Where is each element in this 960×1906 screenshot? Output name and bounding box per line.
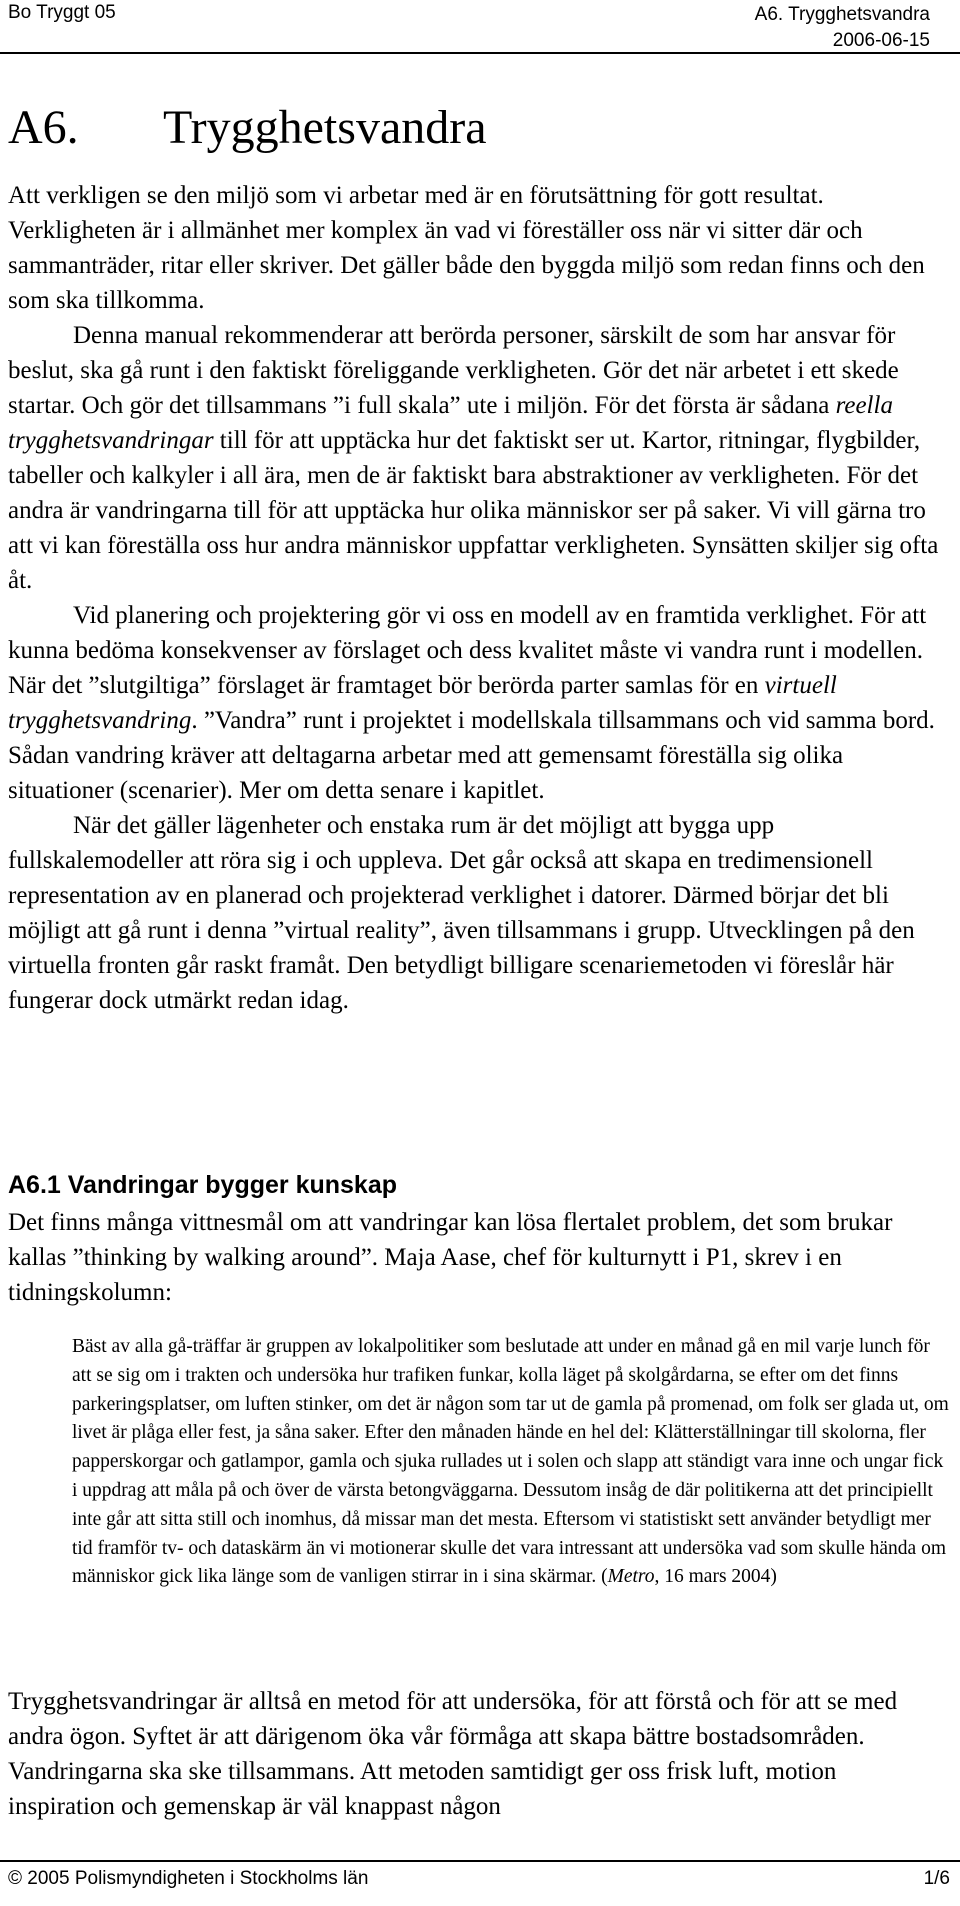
section-heading: A6.1 Vandringar bygger kunskap [8, 1171, 398, 1199]
running-header-date: 2006-06-15 [832, 30, 930, 51]
intro-paragraph-2-emphasis: reella trygghetsvandringar [8, 392, 893, 454]
intro-paragraph-3-text-b: . ”Vandra” runt i projektet i modellskala tillsammans och vid samma bord. Sådan vandring kräver att deltagarna arbetar med att gemensamt föreställa sig olika situationer (scenarier). Mer om detta senare i kapitlet. [8, 707, 935, 804]
section-paragraph-2: Trygghetsvandringar är alltså en metod för att undersöka, för att förstå och för att se med andra ögon. Syftet är att därigenom öka vår förmåga att skapa bättre bostadsområden. Vandringarna ska ske tillsammans. Att metoden samtidigt ger oss frisk luft, motion inspiration och gemenskap är väl knappast någon [8, 1688, 898, 1820]
block-quote-source: Metro [607, 1566, 655, 1588]
intro-paragraph-1: Att verkligen se den miljö som vi arbetar med är en förutsättning för gott resultat. Verkligheten är i allmänhet mer komplex än vad vi föreställer oss när vi sitter där och sammanträder, ritar eller skriver. Det gäller både den byggda miljö som redan finns och den som ska tillkomma. [8, 182, 925, 314]
block-quote [72, 1333, 952, 1592]
footer-copyright: © 2005 Polismyndigheten i Stockholms län [8, 1868, 369, 1889]
header-rule [0, 52, 960, 54]
intro-paragraph-2-text-a: Denna manual rekommenderar att berörda personer, särskilt de som har ansvar för beslut, ska gå runt i den faktiskt föreliggande verkligheten. Gör det när arbetet i ett skede startar. Och gör det tillsammans ”i full skala” ute i miljön. För det första är sådana [8, 322, 899, 419]
chapter-title [8, 100, 487, 156]
running-header-title: A6. Trygghetsvandra [754, 4, 930, 25]
chapter-title-text: Trygghetsvandra [163, 101, 487, 154]
footer-rule [0, 1860, 960, 1862]
running-header-left: Bo Tryggt 05 [8, 2, 116, 23]
intro-paragraph-3-text-a: Vid planering och projektering gör vi oss en modell av en framtida verklighet. För att kunna bedöma konsekvenser av förslaget och dess kvalitet måste vi vandra runt i modellen. När det ”slutgiltiga” förslaget är framtaget bör berörda parter samlas för en [8, 602, 927, 699]
chapter-number: A6. [8, 101, 79, 154]
intro-body [8, 178, 948, 1018]
intro-paragraph-2 [8, 318, 948, 598]
intro-paragraph-3 [8, 598, 948, 808]
intro-paragraph-2-text-b: till för att upptäcka hur det faktiskt ser ut. Kartor, ritningar, flygbilder, tabeller och kalkyler i all ära, men de är faktiskt bara abstraktioner av verkligheten. För det andra är vandringarna till för att upptäcka hur olika människor ser på saker. Vi vill gärna tro att vi kan föreställa oss hur andra människor uppfattar verkligheten. Synsätten skiljer sig ofta åt. [8, 427, 939, 594]
section-paragraph-1: Det finns många vittnesmål om att vandringar kan lösa flertalet problem, det som brukar kallas ”thinking by walking around”. Maja Aase, chef för kulturnytt i P1, skrev i en tidningskolumn: [8, 1209, 893, 1306]
intro-paragraph-4: När det gäller lägenheter och enstaka rum är det möjligt att bygga upp fullskalemodeller att röra sig i och uppleva. Det går också att skapa en tredimensionell representation av en planerad och projekterad verklighet i datorer. Därmed börjar det bli möjligt att gå runt i denna ”virtual reality”, även tillsammans i grupp. Utvecklingen på den virtuella fronten går raskt framåt. Den betydligt billigare scenariemetoden vi föreslår här fungerar dock utmärkt redan idag. [8, 812, 915, 1014]
running-header-right [755, 2, 930, 54]
block-quote-text-a: Bäst av alla gå-träffar är gruppen av lokalpolitiker som beslutade att under en månad gå en mil varje lunch för att se sig om i trakten och undersöka hur trafiken funkar, kolla läget på skolgårdarna, se efter om det finns parkeringsplatser, om luften stinker, om det är någon som tar ut de gamla på promenad, om folk ser glada ut, om livet är plåga eller fest, ja såna saker. Efter den månaden hände en hel del: Klätterställningar till skolorna, fler papperskorgar och gatlampor, gamla och sjuka rullades ut i solen och slapp att ständigt vara inne och ungar fick i uppdrag att måla på och över de värsta betongväggarna. Dessutom insåg de där politikerna att det principiellt inte går att sitta still och inomhus, då missar man det mesta. Eftersom vi statistiskt sett använder betydligt mer tid framför tv- och dataskärm än vi motionerar skulle det vara intressant att undersöka vad som skulle hända om människor gick lika länge som de vanligen stirrar in i sina skärmar. ( [72, 1336, 949, 1588]
block-quote-text-b: , 16 mars 2004) [654, 1566, 777, 1588]
intro-paragraph-3-emphasis: virtuell trygghetsvandring [8, 672, 837, 734]
footer-page-number: 1/6 [923, 1868, 950, 1889]
